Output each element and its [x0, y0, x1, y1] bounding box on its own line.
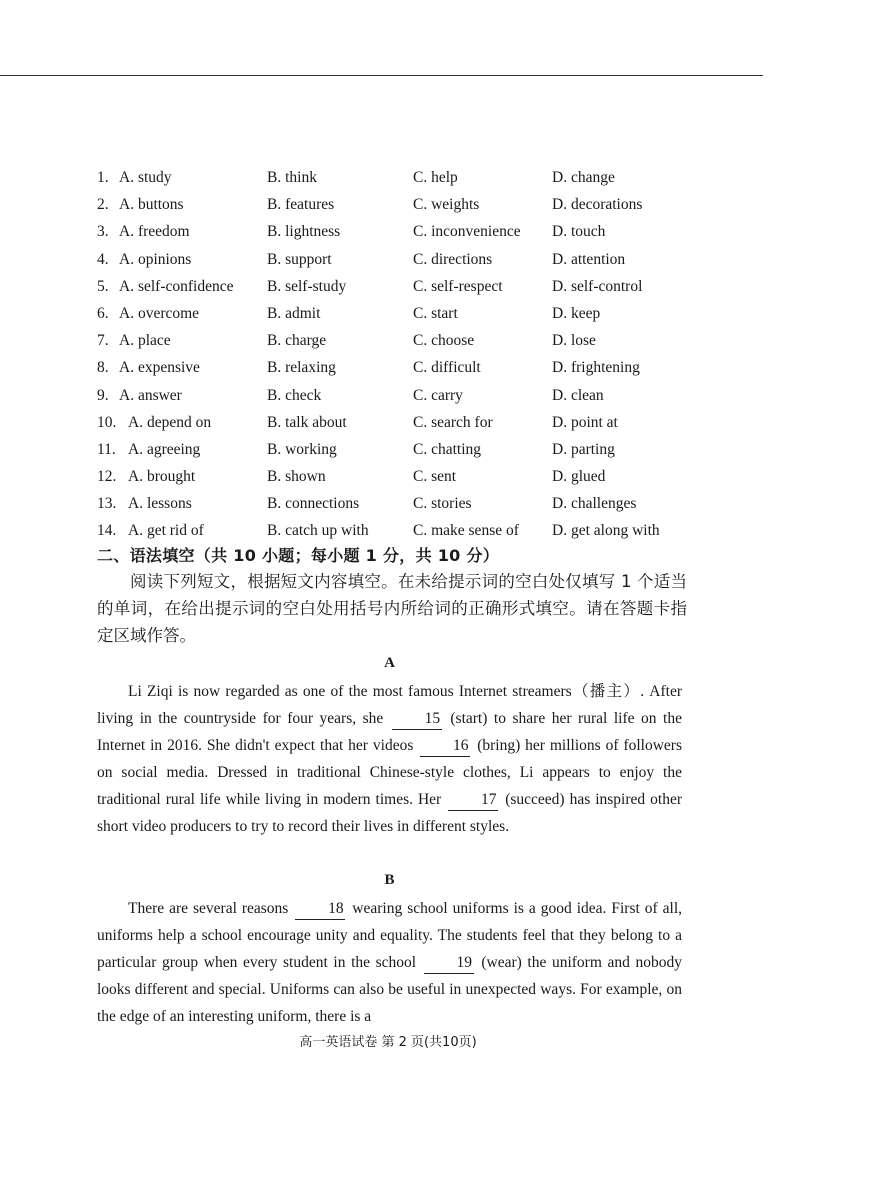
passage-a [97, 678, 682, 840]
option-a: A. buttons [119, 196, 184, 214]
passage-text: (start) to share her rural life on the Internet in 2016. She didn't expect that her videos [97, 710, 682, 754]
option-d: D. change [552, 169, 615, 186]
option-b: B. connections [267, 495, 360, 513]
option-a: A. depend on [128, 413, 212, 431]
question-number: 12. [97, 468, 117, 486]
option-a: A. answer [119, 386, 182, 404]
option-d: D. keep [552, 304, 601, 322]
question-number: 3. [97, 223, 109, 241]
option-c: C. inconvenience [413, 223, 521, 241]
top-rule [0, 75, 763, 76]
option-a: A. overcome [119, 304, 200, 322]
option-a: A. study [119, 169, 172, 186]
question-number: 7. [97, 332, 109, 350]
section-instructions: 阅读下列短文，根据短文内容填空。在未给提示词的空白处仅填写 1 个适当的单词，在给出提示词的空白处用括号内所给词的正确形式填空。请在答题卡指定区域作答。 [97, 572, 687, 645]
passage-text: (bring) her millions of followers on social media. Dressed in traditional Chinese-style clothes, Li appears to enjoy the traditional rural life while living in modern times. Her [97, 737, 682, 808]
question-number: 5. [97, 277, 109, 295]
passage-a-heading: A [384, 655, 395, 671]
option-b: B. admit [267, 304, 321, 322]
option-d: D. frightening [552, 359, 640, 377]
option-d: D. clean [552, 386, 604, 404]
option-d: D. glued [552, 468, 606, 486]
option-d: D. point at [552, 413, 618, 431]
option-b: B. catch up with [267, 522, 369, 540]
section-title: 二、语法填空（共 10 小题；每小题 1 分，共 10 分） [97, 546, 500, 565]
option-b: B. check [267, 386, 322, 404]
option-c: C. difficult [413, 359, 481, 377]
option-d: D. attention [552, 250, 626, 268]
passage-text: (succeed) has inspired other short video producers to try to record their lives in different styles. [97, 791, 682, 835]
passage-text: Li Ziqi is now regarded as one of the most famous Internet streamers（播主）. After living in the countryside for four years, she [97, 683, 682, 727]
option-d: D. touch [552, 223, 606, 241]
question-number: 2. [97, 196, 109, 214]
blank-18[interactable]: 18 [295, 899, 345, 920]
option-a: A. self-confidence [119, 277, 234, 295]
question-number: 6. [97, 304, 109, 322]
option-b: B. lightness [267, 223, 341, 241]
question-number: 11. [97, 440, 116, 458]
option-b: B. talk about [267, 413, 347, 431]
page-footer: 高一英语试卷 第 2 页(共10页) [299, 1035, 477, 1050]
option-a: A. lessons [128, 495, 192, 513]
option-d: D. get along with [552, 522, 660, 540]
option-c: C. help [413, 169, 458, 186]
option-c: C. stories [413, 495, 472, 513]
question-number: 4. [97, 250, 109, 268]
blank-19[interactable]: 19 [424, 953, 474, 974]
option-d: D. lose [552, 332, 596, 350]
passage-b-heading: B [384, 872, 395, 888]
option-c: C. chatting [413, 440, 482, 458]
passage-b [97, 895, 682, 1030]
option-c: C. directions [413, 250, 493, 268]
question-number: 1. [97, 169, 109, 186]
option-a: A. brought [128, 468, 196, 486]
option-b: B. self-study [267, 277, 347, 295]
option-b: B. relaxing [267, 359, 336, 377]
passage-text: There are several reasons [128, 900, 294, 917]
option-c: C. weights [413, 196, 480, 214]
option-c: C. sent [413, 468, 457, 486]
question-number: 9. [97, 386, 109, 404]
passage-text: wearing school uniforms is a good idea. First of all, uniforms help a school encourage unity and equality. The students feel that they belong to a particular group when every student in the school [97, 900, 682, 971]
option-b: B. shown [267, 468, 326, 486]
question-number: 8. [97, 359, 109, 377]
option-a: A. place [119, 332, 171, 350]
option-b: B. think [267, 169, 317, 186]
option-c: C. carry [413, 386, 463, 404]
option-b: B. working [267, 440, 337, 458]
option-b: B. support [267, 250, 332, 268]
option-c: C. start [413, 304, 458, 322]
option-a: A. agreeing [128, 440, 201, 458]
option-a: A. freedom [119, 223, 190, 241]
option-d: D. parting [552, 440, 615, 458]
option-b: B. features [267, 196, 335, 214]
question-number: 14. [97, 522, 117, 540]
option-c: C. search for [413, 413, 493, 431]
option-d: D. challenges [552, 495, 637, 513]
blank-16[interactable]: 16 [420, 736, 470, 757]
option-b: B. charge [267, 332, 327, 350]
option-a: A. expensive [119, 359, 200, 377]
option-a: A. get rid of [128, 522, 204, 540]
option-c: C. choose [413, 332, 475, 350]
question-number: 10. [97, 413, 117, 431]
option-d: D. decorations [552, 196, 643, 214]
blank-17[interactable]: 17 [448, 790, 498, 811]
blank-15[interactable]: 15 [392, 709, 442, 730]
option-a: A. opinions [119, 250, 192, 268]
option-c: C. make sense of [413, 522, 519, 540]
question-number: 13. [97, 495, 117, 513]
option-c: C. self-respect [413, 277, 503, 295]
passage-text: (wear) the uniform and nobody looks different and special. Uniforms can also be useful in unexpected ways. For example, on the edge of an interesting uniform, there is a [97, 954, 682, 1025]
option-d: D. self-control [552, 277, 643, 295]
